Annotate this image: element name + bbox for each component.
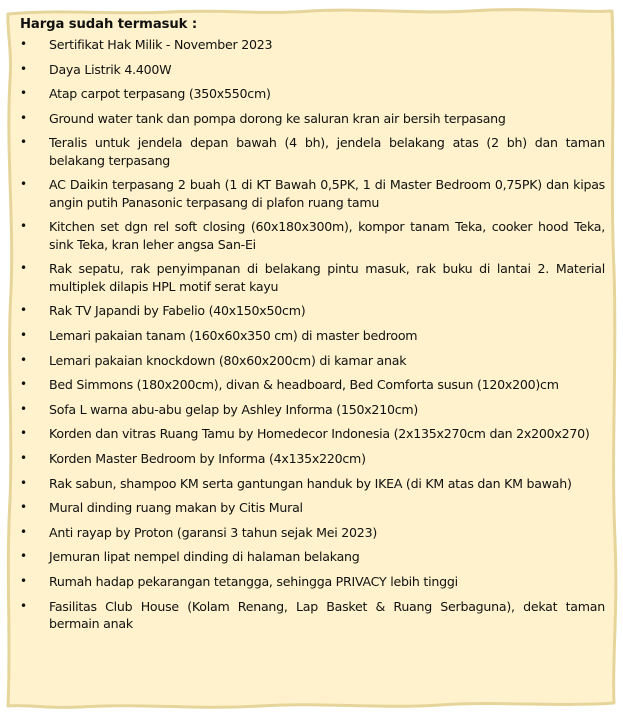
bullet-icon: • <box>20 86 27 101</box>
panel-heading: Harga sudah termasuk : <box>20 17 197 32</box>
list-item-text: Jemuran lipat nempel dinding di halaman belakang <box>49 549 360 565</box>
list-item <box>20 352 605 369</box>
list-item <box>20 524 605 541</box>
list-item-text: Sofa L warna abu-abu gelap by Ashley Informa (150x210cm) <box>49 401 419 417</box>
list-item <box>20 327 605 344</box>
list-item <box>20 425 605 442</box>
list-item-text: Rak sepatu, rak penyimpanan di belakang pintu masuk, rak buku di lantai 2. Material multiplek dilapis HPL motif serat kayu <box>49 261 605 294</box>
bullet-icon: • <box>20 177 27 192</box>
list-item <box>20 218 605 253</box>
list-item-text: Kitchen set dgn rel soft closing (60x180x300m), kompor tanam Teka, cooker hood Teka, sink Teka, kran leher angsa San-Ei <box>49 219 605 252</box>
list-item <box>20 573 605 590</box>
bullet-icon: • <box>20 37 27 51</box>
list-item-text: Teralis untuk jendela depan bawah (4 bh), jendela belakang atas (2 bh) dan taman belakang terpasang <box>49 135 605 168</box>
list-item-text: Fasilitas Club House (Kolam Renang, Lap Basket & Ruang Serbaguna), dekat taman bermain anak <box>49 598 605 631</box>
list-item <box>20 376 605 393</box>
bullet-icon: • <box>20 110 27 125</box>
bullet-icon: • <box>20 549 27 564</box>
list-item-text: Rumah hadap pekarangan tetangga, sehingga PRIVACY lebih tinggi <box>49 573 458 589</box>
list-item-text: Atap carpot terpasang (350x550cm) <box>49 86 271 102</box>
list-item <box>20 475 605 492</box>
list-item <box>20 598 605 633</box>
list-item <box>20 450 605 467</box>
list-item-text: Rak sabun, shampoo KM serta gantungan handuk by IKEA (di KM atas dan KM bawah) <box>49 475 572 491</box>
list-item <box>20 85 605 102</box>
bullet-icon: • <box>20 450 27 465</box>
list-item-text: Lemari pakaian tanam (160x60x350 cm) di master bedroom <box>49 327 418 343</box>
bullet-icon: • <box>20 135 27 150</box>
included-items-list <box>20 36 605 632</box>
list-item <box>20 548 605 565</box>
bullet-icon: • <box>20 377 27 392</box>
list-item <box>20 260 605 295</box>
list-item <box>20 134 605 169</box>
list-item-text: Mural dinding ruang makan by Citis Mural <box>49 500 303 516</box>
bullet-icon: • <box>20 426 27 441</box>
list-item-text: Korden dan vitras Ruang Tamu by Homedecor Indonesia (2x135x270cm dan 2x200x270) <box>49 426 590 442</box>
bullet-icon: • <box>20 327 27 342</box>
bullet-icon: • <box>20 261 27 276</box>
bullet-icon: • <box>20 573 27 588</box>
bullet-icon: • <box>20 303 27 318</box>
list-item-text: Rak TV Japandi by Fabelio (40x150x50cm) <box>49 303 306 319</box>
bullet-icon: • <box>20 219 27 234</box>
list-item <box>20 110 605 127</box>
list-item-text: AC Daikin terpasang 2 buah (1 di KT Bawah 0,5PK, 1 di Master Bedroom 0,75PK) dan kipas angin putih Panasonic terpasang di plafon ruang tamu <box>49 177 605 210</box>
bullet-icon: • <box>20 500 27 515</box>
bullet-icon: • <box>20 524 27 539</box>
bullet-icon: • <box>20 61 27 76</box>
list-item <box>20 401 605 418</box>
list-item <box>20 176 605 211</box>
bullet-icon: • <box>20 598 27 613</box>
included-items-panel <box>20 16 605 640</box>
list-item <box>20 61 605 78</box>
list-item-text: Bed Simmons (180x200cm), divan & headboard, Bed Comforta susun (120x200)cm <box>49 377 559 393</box>
bullet-icon: • <box>20 401 27 416</box>
bullet-icon: • <box>20 475 27 490</box>
bullet-icon: • <box>20 352 27 367</box>
list-item-text: Ground water tank dan pompa dorong ke saluran kran air bersih terpasang <box>49 110 506 126</box>
list-item <box>20 499 605 516</box>
list-item <box>20 36 605 53</box>
list-item-text: Lemari pakaian knockdown (80x60x200cm) di kamar anak <box>49 352 407 368</box>
list-item-text: Sertifikat Hak Milik - November 2023 <box>49 37 273 52</box>
list-item-text: Anti rayap by Proton (garansi 3 tahun sejak Mei 2023) <box>49 524 377 540</box>
list-item-text: Korden Master Bedroom by Informa (4x135x220cm) <box>49 450 366 466</box>
list-item-text: Daya Listrik 4.400W <box>49 61 172 77</box>
list-item <box>20 302 605 319</box>
